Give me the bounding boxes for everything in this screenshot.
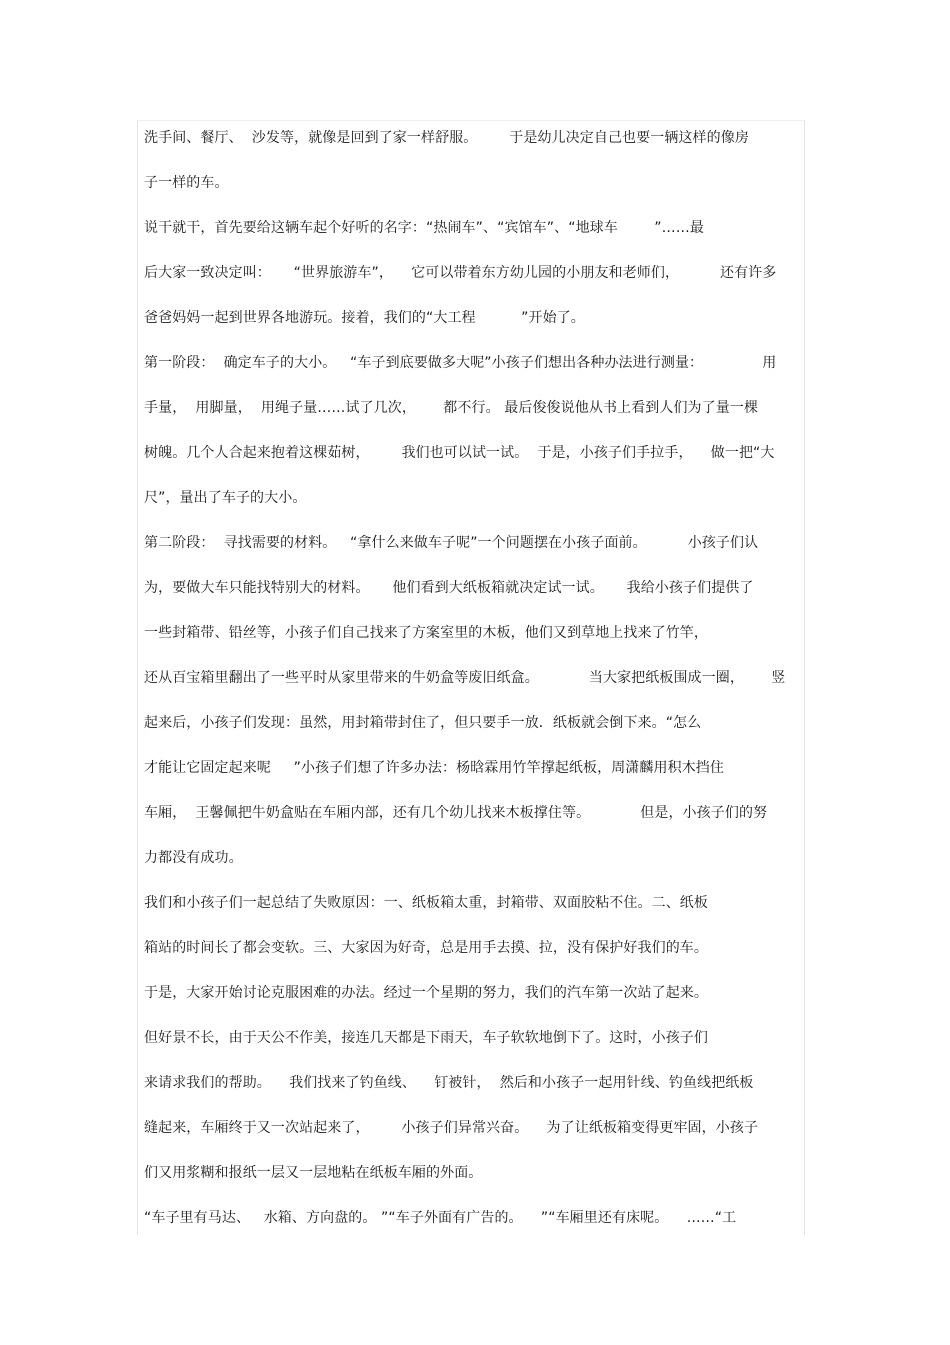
text-line: 树魄。几个人合起来抱着这棵茹树， 我们也可以试一试。 于是，小孩子们手拉手， 做一把“大 <box>144 445 775 461</box>
text-line: 洗手间、餐厅、 沙发等，就像是回到了家一样舒服。 于是幼儿决定自己也要一辆这样的像房 <box>144 130 749 146</box>
text-line: 力都没有成功。 <box>144 850 243 866</box>
text-line: 但好景不长，由于天公不作美，接连几天都是下雨天，车子软软地倒下了。这时，小孩子们 <box>144 1030 708 1046</box>
text-line: 我们和小孩子们一起总结了失败原因：一、纸板箱太重，封箱带、双面胶粘不住。二、纸板 <box>144 895 708 911</box>
text-line: 缝起来，车厢终于又一次站起来了， 小孩子们异常兴奋。 为了让纸板箱变得更牢固，小孩子 <box>144 1120 759 1136</box>
text-line: 说干就干，首先要给这辆车起个好听的名字：“热闹车”、“宾馆车”、“地球车 ”……最 <box>144 220 704 236</box>
text-line: 车厢， 王馨佩把牛奶盒贴在车厢内部，还有几个幼儿找来木板撑住等。 但是，小孩子们的努 <box>144 805 768 821</box>
text-line: 还从百宝箱里翻出了一些平时从家里带来的牛奶盒等废旧纸盒。 当大家把纸板围成一圈， 竖 <box>144 670 786 686</box>
document-body <box>144 124 808 1249</box>
text-line: 为，要做大车只能找特别大的材料。 他们看到大纸板箱就决定试一试。 我给小孩子们提供了 <box>144 580 754 596</box>
text-line: 子一样的车。 <box>144 175 229 191</box>
text-line: 们又用浆糊和报纸一层又一层地粘在纸板车厢的外面。 <box>144 1165 483 1181</box>
text-line: 第二阶段： 寻找需要的材料。 “拿什么来做车子呢”一个问题摆在小孩子面前。 小孩子们认 <box>144 535 759 551</box>
text-line: 起来后，小孩子们发现：虽然，用封箱带封住了，但只要手一放．纸板就会倒下来。“怎么 <box>144 715 702 731</box>
text-line: 才能让它固定起来呢 ”小孩子们想了许多办法：杨晗霖用竹竿撑起纸板，周潇麟用积木挡住 <box>144 760 725 776</box>
text-line: 于是，大家开始讨论克服困难的办法。经过一个星期的努力，我们的汽车第一次站了起来。 <box>144 985 708 1001</box>
text-line: 尺”，量出了车子的大小。 <box>144 490 307 506</box>
text-line: 后大家一致决定叫： “世界旅游车”， 它可以带着东方幼儿园的小朋友和老师们， 还有许多 <box>144 265 777 281</box>
text-line: 来请求我们的帮助。 我们找来了钓鱼线、 钉被针， 然后和小孩子一起用针线、钓鱼线把纸板 <box>144 1075 754 1091</box>
text-line: 一些封箱带、铅丝等，小孩子们自己找来了方案室里的木板，他们又到草地上找来了竹竿， <box>144 625 708 641</box>
text-line: 爸爸妈妈一起到世界各地游玩。接着，我们的“大工程 ”开始了。 <box>144 310 585 326</box>
text-line: 手量， 用脚量， 用绳子量……试了几次， 都不行。 最后俊俊说他从书上看到人们为了量一棵 <box>144 400 759 416</box>
text-line: “车子里有马达、 水箱、方向盘的。 ”“车子外面有广告的。 ”“车厢里还有床呢。 ……“工 <box>144 1210 737 1226</box>
text-line: 第一阶段： 确定车子的大小。 “车子到底要做多大呢”小孩子们想出各种办法进行测量： 用 <box>144 355 777 371</box>
text-line: 箱站的时间长了都会变软。三、大家因为好奇，总是用手去摸、拉，没有保护好我们的车。 <box>144 940 708 956</box>
